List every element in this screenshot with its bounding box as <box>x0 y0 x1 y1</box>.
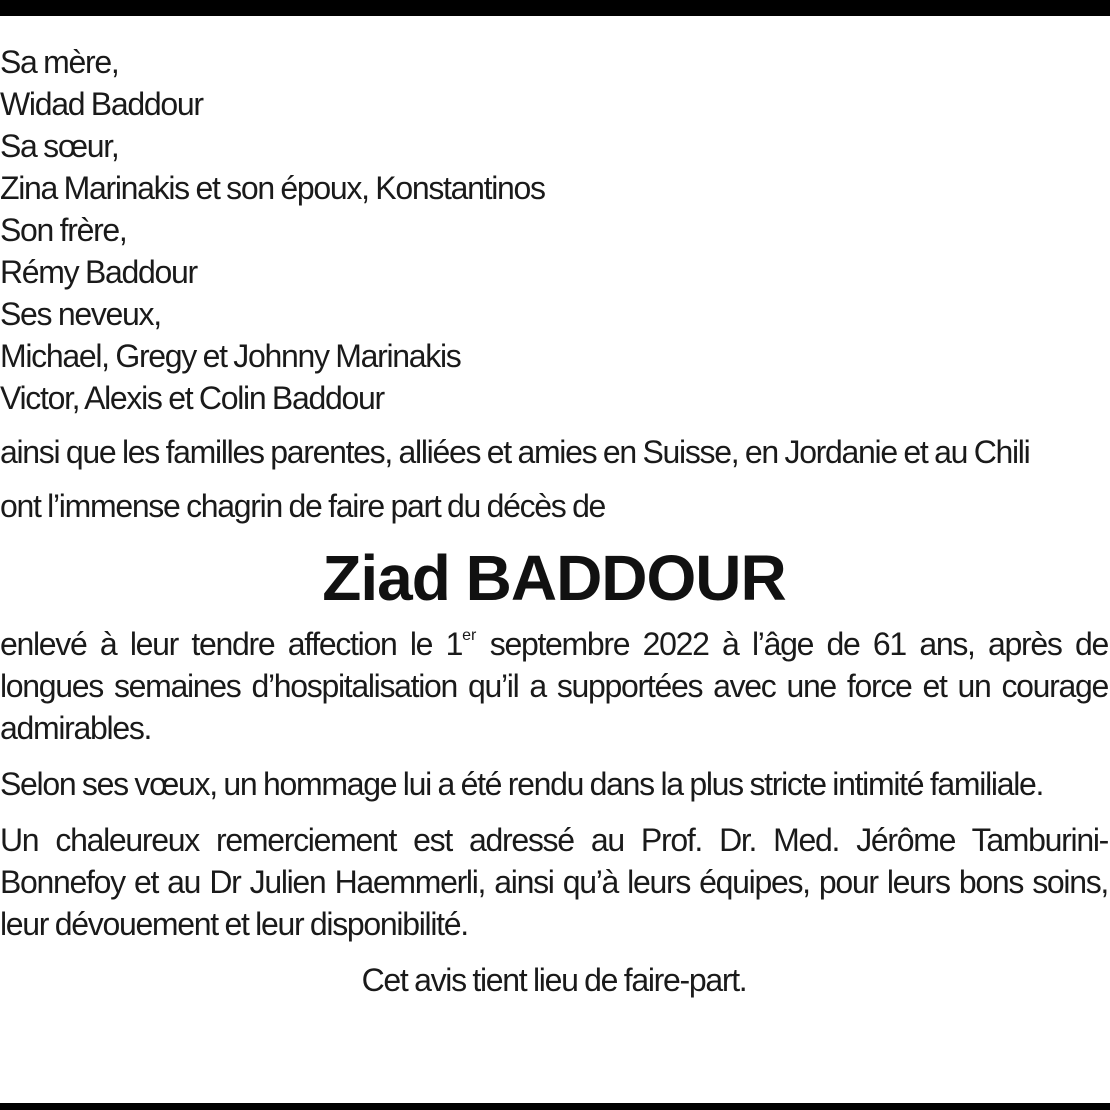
death-details-paragraph <box>0 623 1108 749</box>
family-line-sister-name: Zina Marinakis et son époux, Konstantinos <box>0 170 545 206</box>
family-line-sister-label: Sa sœur, <box>0 128 119 164</box>
family-line-nephews-marinakis: Michael, Gregy et Johnny Marinakis <box>0 338 461 374</box>
obituary-notice <box>0 41 1108 1001</box>
family-line-brother-label: Son frère, <box>0 212 127 248</box>
ordinal-suffix: er <box>462 627 477 644</box>
relatives-paragraph: ainsi que les familles parentes, alliées et amies en Suisse, en Jordanie et au Chili <box>0 434 1030 470</box>
family-list <box>0 41 1108 419</box>
family-line-mother-label: Sa mère, <box>0 44 119 80</box>
family-line-mother-name: Widad Baddour <box>0 86 203 122</box>
death-details-start: enlevé à leur tendre affection le 1 <box>0 626 463 662</box>
family-line-brother-name: Rémy Baddour <box>0 254 197 290</box>
family-line-nephews-label: Ses neveux, <box>0 296 161 332</box>
bottom-border <box>0 1103 1110 1110</box>
ceremony-paragraph: Selon ses vœux, un hommage lui a été rendu dans la plus stricte intimité familiale. <box>0 766 1044 802</box>
closing-line: Cet avis tient lieu de faire-part. <box>361 962 747 998</box>
deceased-name: Ziad BADDOUR <box>322 542 786 614</box>
thanks-paragraph: Un chaleureux remerciement est adressé au Prof. Dr. Med. Jérôme Tamburini-Bonnefoy et au Dr Julien Haemmerli, ainsi qu’à leurs équipes, pour leurs bons soins, leur dévouement et leur disponibilité. <box>0 822 1108 942</box>
top-border <box>0 0 1110 16</box>
death-details-end: septembre 2022 à l’âge de 61 ans, après de longues semaines d’hospitalisation qu’il a supportées avec une force et un courage admirables. <box>0 626 1108 746</box>
family-line-nephews-baddour: Victor, Alexis et Colin Baddour <box>0 380 384 416</box>
announcement-paragraph: ont l’immense chagrin de faire part du décès de <box>0 488 606 524</box>
